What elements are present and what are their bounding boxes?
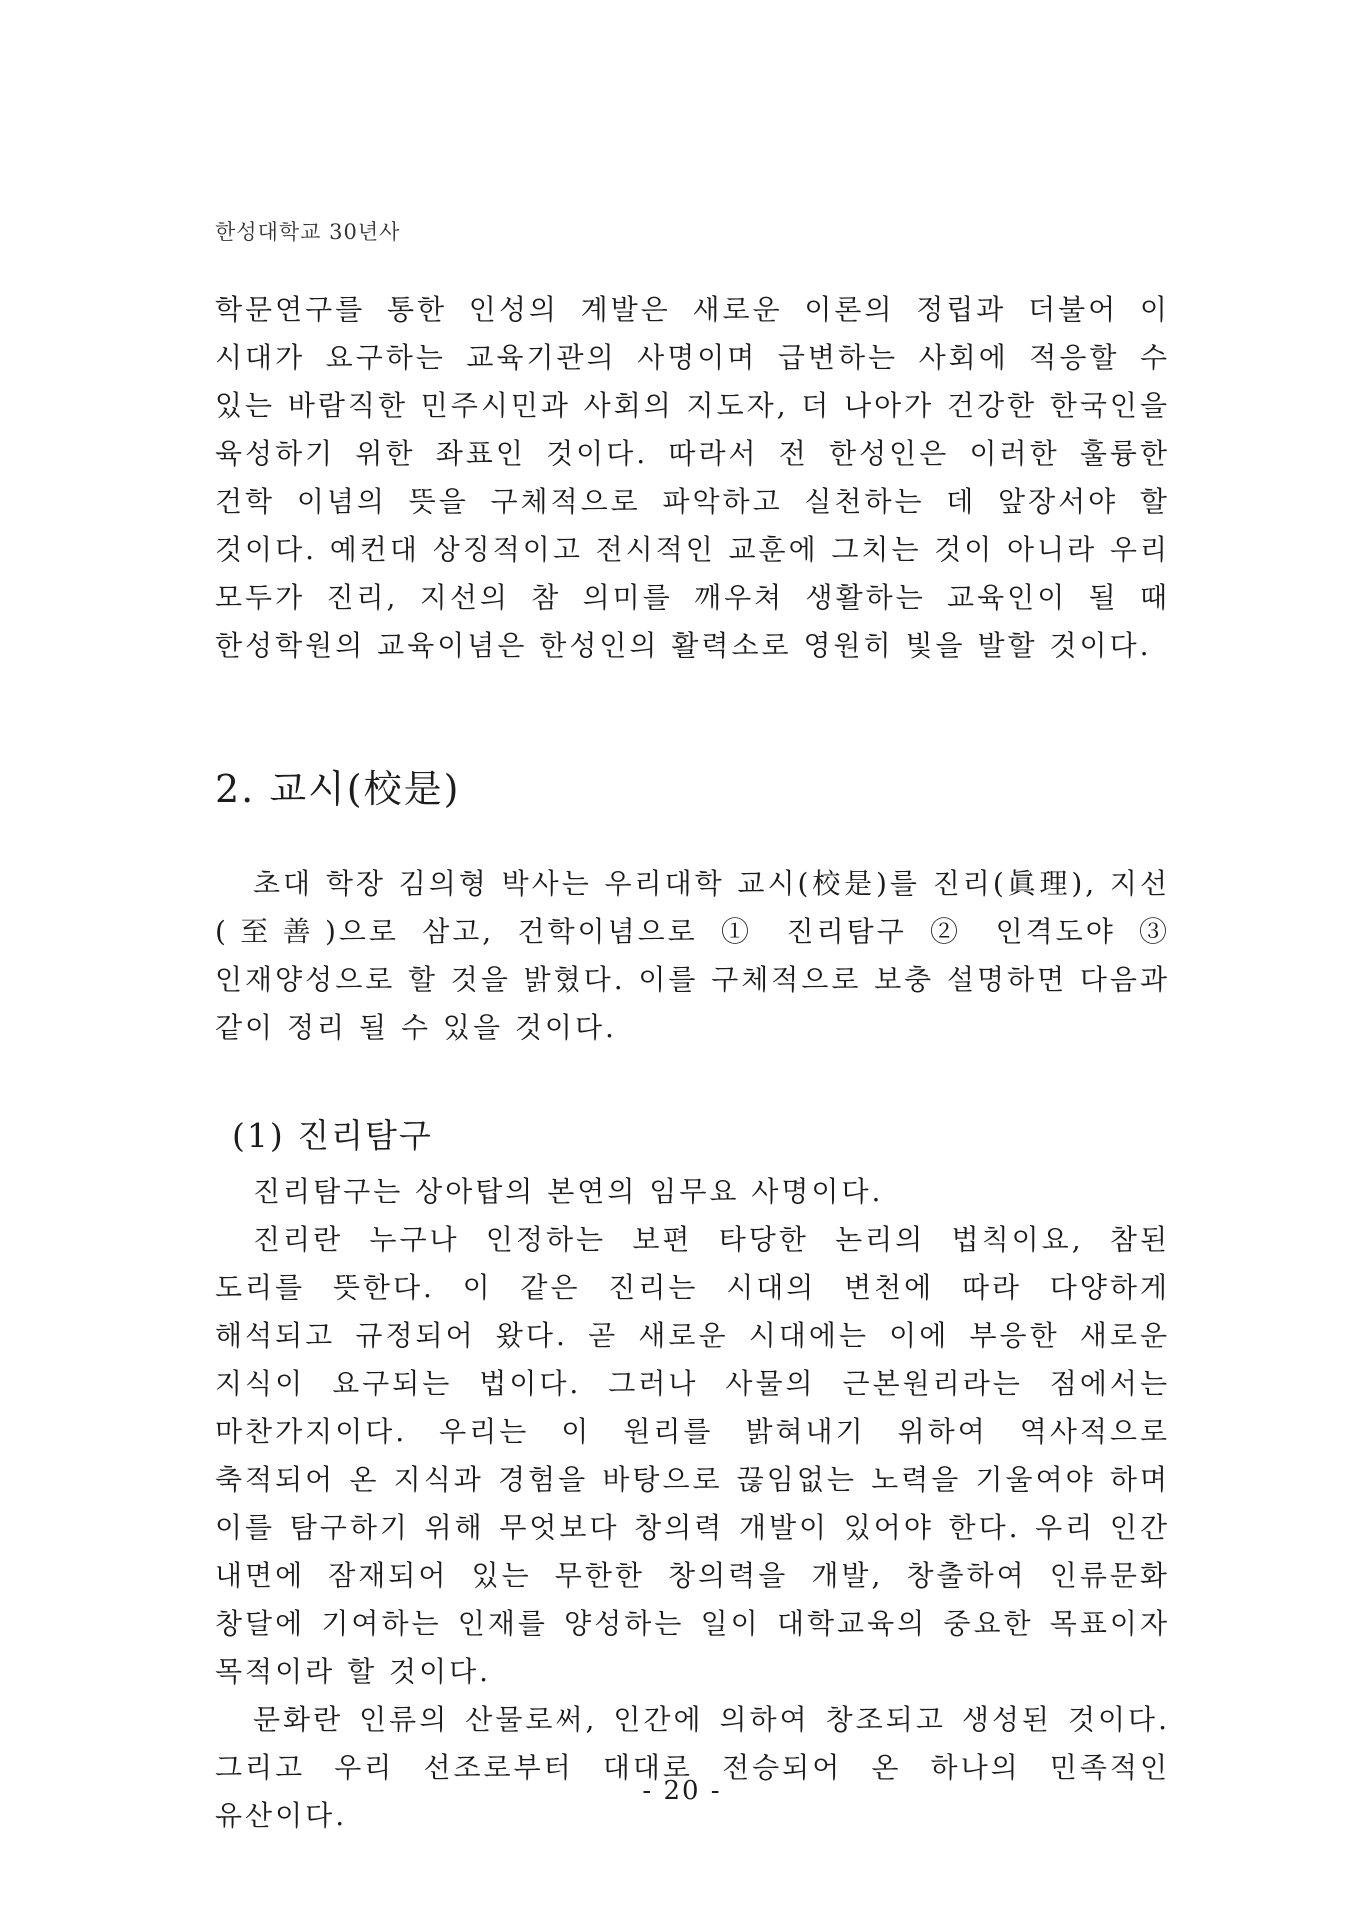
paragraph-text: 문화란 인류의 산물로써, 인간에 의하여 창조되고 생성된 것이다. 그리고 우리 선조로부터 대대로 전승되어 온 하나의 민족적인 유산이다. [215, 1703, 1170, 1832]
section-intro-paragraph [215, 860, 1170, 1052]
running-header: 한성대학교 30년사 [215, 220, 401, 244]
paragraph-text: 학문연구를 통한 인성의 계발은 새로운 이론의 정립과 더불어 이 시대가 요구하는 교육기관의 사명이며 급변하는 사회에 적응할 수 있는 바람직한 민주시민과 사회의 지도자, 더 나아가 건강한 한국인을 육성하기 위한 좌표인 것이다. 따라서 전 한성인은 이러한 훌륭한 건학 이념의 뜻을 구체적으로 파악하고 실천하는 데 앞장서야 할 것이다. 예컨대 상징적이고 전시적인 교훈에 그치는 것이 아니라 우리 모두가 진리, 지선의 참 의미를 깨우쳐 생활하는 교육인이 될 때 한성학원의 교육이념은 한성인의 활력소로 영원히 빛을 발할 것이다. [215, 293, 1170, 662]
section-heading: 2. 교시(校是) [215, 767, 461, 811]
paragraph-text: 초대 학장 김의형 박사는 우리대학 교시(校是)를 진리(眞理), 지선(至善)으로 삼고, 건학이념으로 ① 진리탐구 ② 인격도야 ③ 인재양성으로 할 것을 밝혔다. 이를 구체적으로 보충 설명하면 다음과 같이 정리 될 수 있을 것이다. [215, 867, 1170, 1044]
paragraph-text: 진리탐구는 상아탑의 본연의 임무요 사명이다. [253, 1175, 884, 1208]
paragraph-text: 진리란 누구나 인정하는 보편 타당한 논리의 법칙이요, 참된 도리를 뜻한다. 이 같은 진리는 시대의 변천에 따라 다양하게 해석되고 규정되어 왔다. 곧 새로운 시대에는 이에 부응한 새로운 지식이 요구되는 법이다. 그러나 사물의 근본원리라는 점에서는 마찬가지이다. 우리는 이 원리를 밝혀내기 위하여 역사적으로 축적되어 온 지식과 경험을 바탕으로 끊임없는 노력을 기울여야 하며 이를 탐구하기 위해 무엇보다 창의력 개발이 있어야 한다. 우리 인간 내면에 잠재되어 있는 무한한 창의력을 개발, 창출하여 인류문화 창달에 기여하는 인재를 양성하는 일이 대학교육의 중요한 목표이자 목적이라 할 것이다. [215, 1223, 1170, 1688]
page-number: - 20 - [642, 1776, 722, 1806]
subsection-heading: (1) 진리탐구 [232, 1116, 433, 1155]
body-paragraph-intro [215, 286, 1170, 670]
subsection-body [215, 1168, 1170, 1840]
